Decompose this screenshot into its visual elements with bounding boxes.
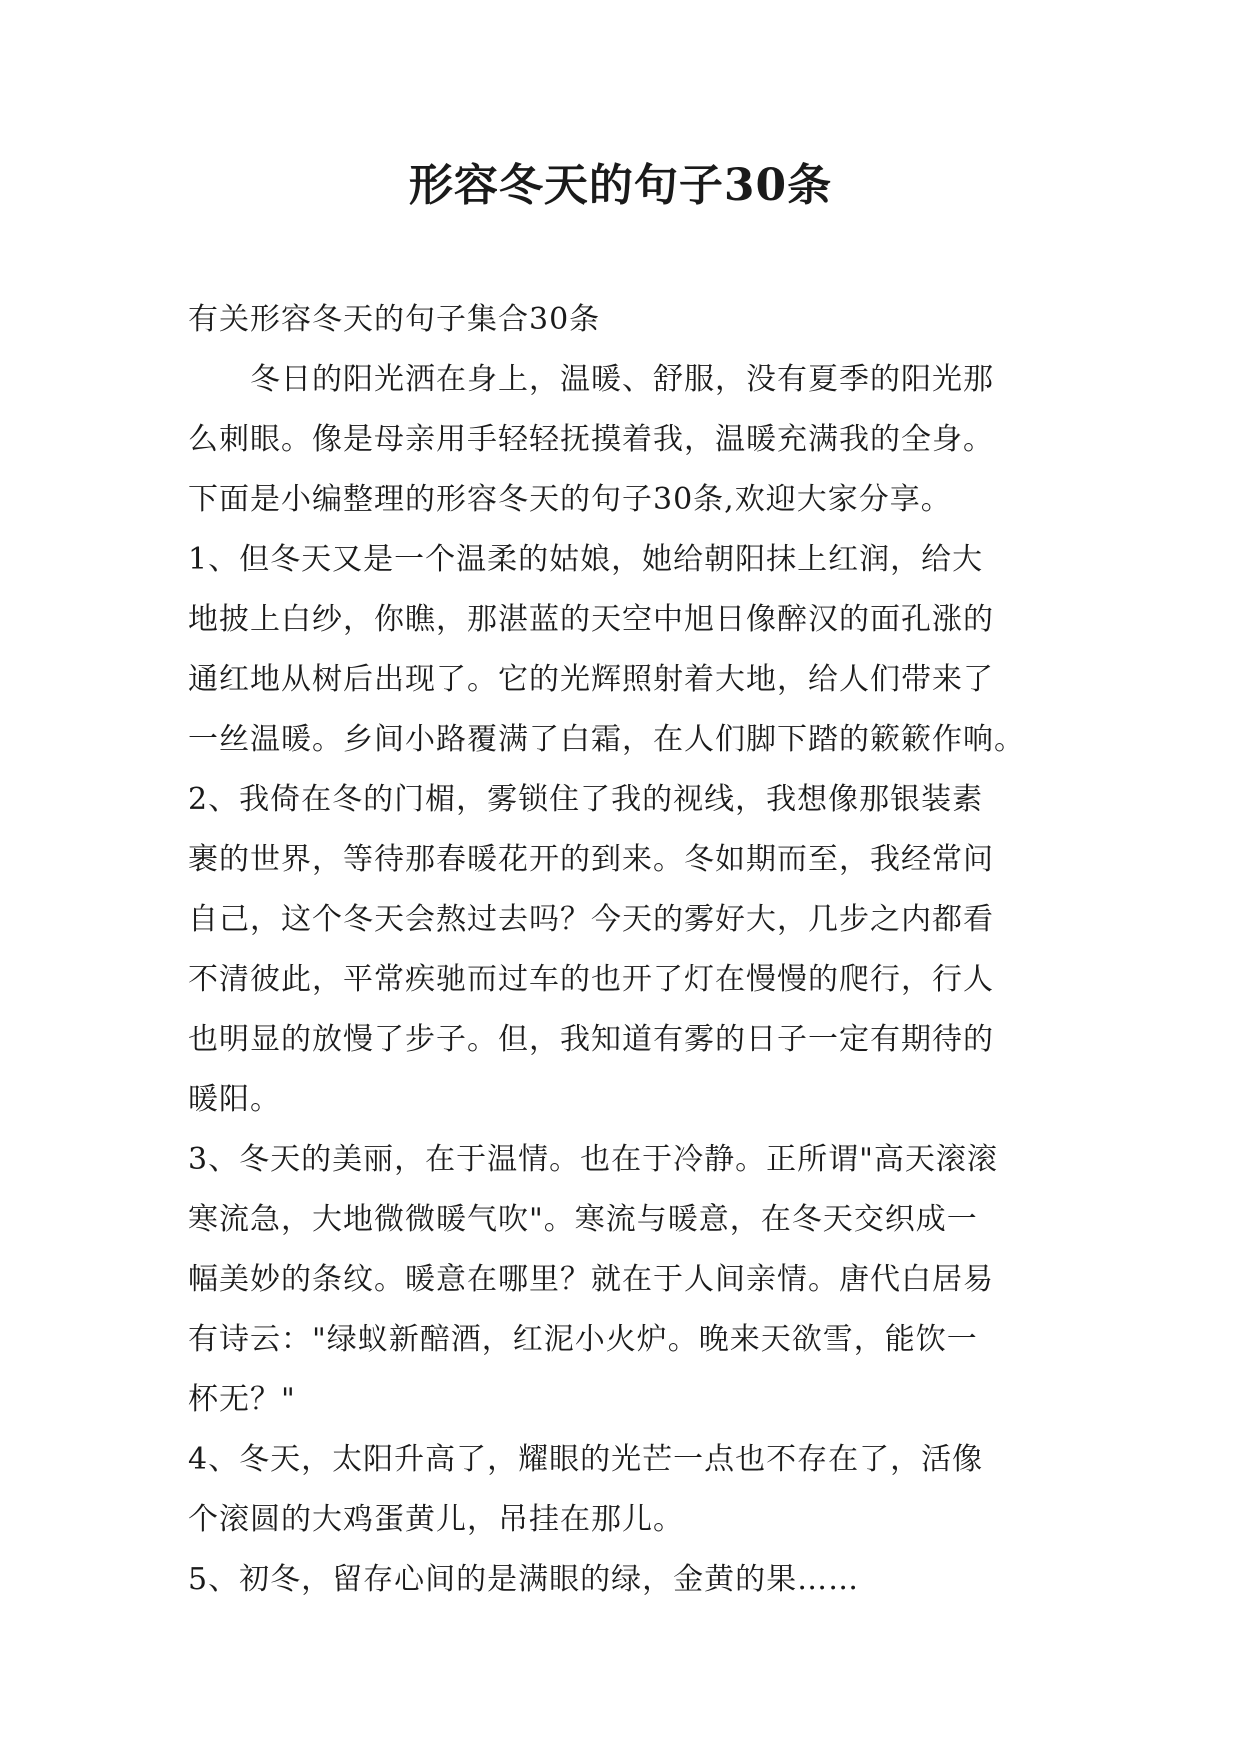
paragraph-line: 2、我倚在冬的门楣，雾锁住了我的视线，我想像那银装素 [188,782,984,817]
paragraph-line: 冬日的阳光洒在身上，温暖、舒服，没有夏季的阳光那 [250,362,994,397]
subtitle-line: 有关形容冬天的句子集合30条 [188,302,601,337]
paragraph-line: 地披上白纱，你瞧，那湛蓝的天空中旭日像醉汉的面孔涨的 [188,602,994,637]
paragraph-line: 幅美妙的条纹。暖意在哪里？就在于人间亲情。唐代白居易 [188,1262,994,1297]
paragraph-line: 3、冬天的美丽，在于温情。也在于冷静。正所谓"高天滚滚 [188,1142,998,1177]
paragraph-line: 寒流急，大地微微暖气吹"。寒流与暖意，在冬天交织成一 [188,1202,978,1237]
paragraph-line: 个滚圆的大鸡蛋黄儿，吊挂在那儿。 [188,1502,684,1537]
paragraph-line: 裹的世界，等待那春暖花开的到来。冬如期而至，我经常问 [188,842,994,877]
paragraph-line: 1、但冬天又是一个温柔的姑娘，她给朝阳抹上红润，给大 [188,542,984,577]
paragraph-line: 自己，这个冬天会熬过去吗？今天的雾好大，几步之内都看 [188,902,994,937]
paragraph-line: 通红地从树后出现了。它的光辉照射着大地，给人们带来了 [188,662,994,697]
paragraph-line: 一丝温暖。乡间小路覆满了白霜，在人们脚下踏的簌簌作响。 [188,722,1025,757]
paragraph-line: 杯无？" [188,1382,296,1417]
paragraph-line: 4、冬天，太阳升高了，耀眼的光芒一点也不存在了，活像 [188,1442,984,1477]
document-body [188,290,1068,1610]
paragraph-line: 也明显的放慢了步子。但，我知道有雾的日子一定有期待的 [188,1022,994,1057]
paragraph-line: 5、初冬，留存心间的是满眼的绿，金黄的果…… [188,1562,860,1597]
paragraph-line: 下面是小编整理的形容冬天的句子30条,欢迎大家分享。 [188,482,952,517]
document-title: 形容冬天的句子30条 [408,160,833,211]
paragraph-line: 不清彼此，平常疾驰而过车的也开了灯在慢慢的爬行，行人 [188,962,994,997]
paragraph-line: 有诗云："绿蚁新醅酒，红泥小火炉。晚来天欲雪，能饮一 [188,1322,978,1357]
paragraph-line: 么刺眼。像是母亲用手轻轻抚摸着我，温暖充满我的全身。 [188,422,994,457]
paragraph-line: 暖阳。 [188,1082,281,1117]
